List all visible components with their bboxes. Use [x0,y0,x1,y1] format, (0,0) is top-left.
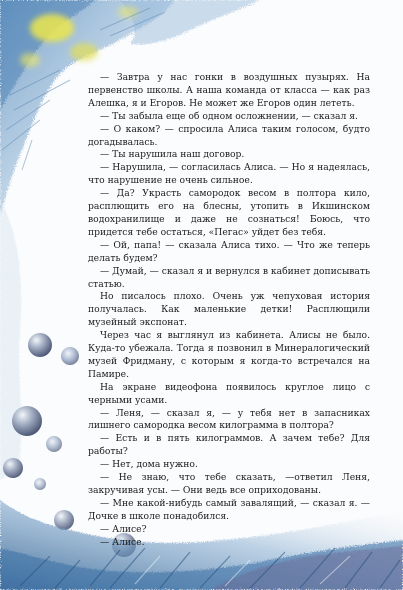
story-text [88,72,370,550]
paragraph: — Завтра у нас гонки в воздушных пузырях. На первенство школы. А наша команда от класса — как раз Алешка, я и Егоров. Не может же Егоров один лететь. [88,72,370,109]
paragraph: — Ты забыла еще об одном осложнении, — сказал я. [100,110,358,122]
paragraph: — Есть и в пять килограммов. А зачем тебе? Для работы? [88,433,370,458]
paragraph: — Мне какой-нибудь самый завалящий, — сказал я. — Дочке в школе понадобился. [88,497,370,522]
paragraph: Но писалось плохо. Очень уж чепуховая история получалась. Как маленькие детки! Расплющили музейный экспонат. [88,291,370,329]
paragraph: — Ты нарушила наш договор. [100,149,245,161]
paragraph: — Ой, папа! — сказала Алиса тихо. — Что же теперь делать будем? [88,239,370,264]
paragraph: На экране видеофона появилось круглое лицо с черными усами. [88,381,370,406]
paragraph: — Думай, — сказал я и вернулся в кабинет дописывать статью. [88,265,370,290]
paragraph: — Леня, — сказал я, — у тебя нет в запасниках лишнего самородка весом килограмма в полтора? [88,407,370,432]
paragraph: — О каком? — спросила Алиса таким голосом, будто догадывалась. [88,123,370,148]
paragraph: — Нарушила, — согласилась Алиса. — Но я надеялась, что нарушение не очень сильное. [88,162,370,187]
paragraph: — Нет, дома нужно. [100,459,198,471]
paragraph: — Да? Украсть самородок весом в полтора кило, расплющить его на блесны, утопить в Икшинском водохранилище и даже не сознаться! Боюсь, что придется тебе остаться, «Пегас» уйдет без тебя. [88,188,370,238]
paragraph: — Алисе? [100,523,147,535]
left-margin-wash [0,200,21,480]
paragraph: Через час я выглянул из кабинета. Алисы не было. Куда-то убежала. Тогда я позвонил в Минералогический музей Фридману, с которым я когда-то встречался на Памире. [88,330,370,380]
paragraph: — Алисе. [100,536,145,548]
paragraph: — Не знаю, что тебе сказать, —ответил Леня, закручивая усы. — Они ведь все оприходованы. [88,472,370,496]
